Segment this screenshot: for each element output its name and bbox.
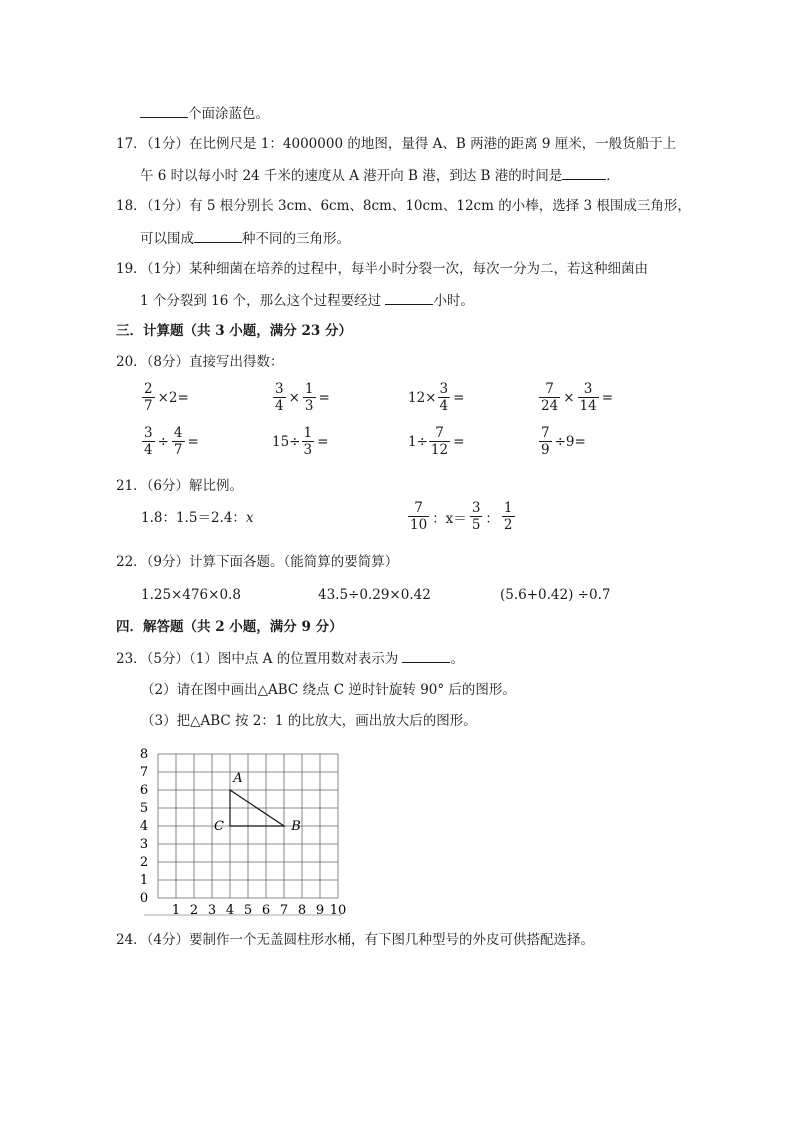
y-tick-label: 6: [139, 783, 149, 798]
x-tick-label: 10: [329, 903, 347, 918]
fraction: $\frac{3}{4}$: [144, 425, 153, 458]
q17-line-2: 午 6 时以每小时 24 千米的速度从 A 港开向 B 港，到达 B 港的时间是 ．: [140, 165, 620, 186]
x-tick-label: 5: [243, 903, 253, 918]
fraction: $\frac{7}{9}$: [541, 425, 550, 458]
q20-title: 20．（8分）直接写出得数：: [116, 354, 284, 370]
vertex-label-b: B: [291, 819, 301, 834]
vertex-label-c: C: [214, 819, 224, 834]
x-tick-label: 4: [225, 903, 235, 918]
answer-blank[interactable]: [562, 165, 606, 180]
y-tick-label: 7: [139, 765, 149, 780]
coordinate-grid: [130, 738, 350, 918]
q19-line-2: 1 个分裂到 16 个，那么这个过程要经过 小时。: [140, 290, 474, 311]
y-tick-label: 8: [139, 747, 149, 762]
q18-line-1: 18．（1分）有 5 根分别长 3cm、6cm、8cm、10cm、12cm 的小棒，选择 3 根围成三角形，: [116, 198, 691, 214]
x-tick-label: 8: [297, 903, 307, 918]
answer-blank[interactable]: [385, 290, 433, 305]
fraction: $\frac{3}{5}$: [471, 500, 481, 533]
q20-item-5: $\frac{3}{4}$ ÷ $\frac{4}{7}$ =: [144, 425, 199, 458]
x-tick-label: 7: [279, 903, 289, 918]
q16-line: 个面涂蓝色。: [140, 103, 269, 124]
x-tick-label: 3: [207, 903, 217, 918]
q21-title: 21．（6分）解比例。: [116, 478, 244, 494]
fraction: $\frac{7}{10}$: [410, 500, 428, 533]
answer-blank[interactable]: [140, 103, 188, 118]
fraction: $\frac{3}{14}$: [579, 381, 597, 414]
fraction: $\frac{3}{4}$: [275, 381, 284, 414]
section-heading-3: 三．计算题（共 3 小题，满分 23 分）: [116, 323, 352, 339]
q24-line: 24．（4分）要制作一个无盖圆柱形水桶，有下图几种型号的外皮可供搭配选择。: [116, 932, 595, 948]
y-tick-label: 5: [139, 801, 149, 816]
question-number: 17．: [116, 136, 147, 152]
fraction: $\frac{3}{4}$: [439, 381, 449, 414]
fraction: $\frac{7}{12}$: [430, 425, 449, 458]
q22-item-2: 43.5÷0.29×0.42: [318, 587, 431, 603]
q19-line-1: 19．（1分）某种细菌在培养的过程中，每半小时分裂一次，每次一分为二，若这种细菌由: [116, 261, 649, 277]
question-number: 19．: [116, 261, 147, 277]
y-tick-label: 2: [139, 855, 149, 870]
fraction: $\frac{7}{24}$: [541, 381, 559, 414]
x-tick-label: 9: [315, 903, 325, 918]
q20-item-3: 12× $\frac{3}{4}$ =: [408, 381, 465, 414]
fraction: $\frac{1}{2}$: [503, 500, 513, 533]
answer-blank[interactable]: [402, 648, 450, 663]
y-tick-label: 0: [139, 891, 149, 906]
q22-item-1: 1.25×476×0.8: [141, 587, 241, 603]
y-tick-label: 3: [139, 837, 149, 852]
x-tick-label: 2: [189, 903, 199, 918]
vertex-label-a: A: [233, 771, 243, 786]
fraction: $\frac{4}{7}$: [173, 425, 183, 458]
q20-item-2: $\frac{3}{4}$ × $\frac{1}{3}$ =: [275, 381, 330, 414]
q20-item-6: 15÷ $\frac{1}{3}$ =: [272, 425, 329, 458]
q21-left-equation: 1.8：1.5＝2.4：x: [141, 510, 254, 526]
q18-line-2: 可以围成 种不同的三角形。: [140, 228, 350, 249]
y-tick-label: 4: [139, 819, 149, 834]
question-number: 18．: [116, 198, 147, 214]
fraction: $\frac{2}{7}$: [144, 381, 153, 414]
section-heading-4: 四．解答题（共 2 小题，满分 9 分）: [116, 619, 343, 635]
q20-item-4: $\frac{7}{24}$ × $\frac{3}{14}$ =: [541, 381, 613, 414]
q20-item-7: 1÷ $\frac{7}{12}$ =: [408, 425, 465, 458]
fraction: $\frac{1}{3}$: [303, 425, 313, 458]
q22-title: 22．（9分）计算下面各题。（能简算的要简算）: [116, 554, 399, 570]
q20-item-8: $\frac{7}{9}$ ÷9=: [541, 425, 586, 458]
q23-line-1: 23．（5分）（1）图中点 A 的位置用数对表示为 。: [116, 648, 464, 669]
q21-right-equation: $\frac{7}{10}$ ：x＝ $\frac{3}{5}$ ： $\frac{1}{2}$: [410, 500, 513, 533]
q23-line-2: （2）请在图中画出△ABC 绕点 C 逆时针旋转 90° 后的图形。: [141, 682, 516, 698]
answer-blank[interactable]: [194, 228, 242, 243]
q22-item-3: (5.6+0.42) ÷0.7: [500, 587, 611, 603]
x-tick-label: 6: [261, 903, 271, 918]
y-tick-label: 1: [139, 873, 149, 888]
q20-item-1: $\frac{2}{7}$ ×2=: [144, 381, 189, 414]
fraction: $\frac{1}{3}$: [304, 381, 314, 414]
x-tick-label: 1: [171, 903, 181, 918]
q23-line-3: （3）把△ABC 按 2：1 的比放大，画出放大后的图形。: [141, 713, 477, 729]
q17-line-1: 17．（1分）在比例尺是 1：4000000 的地图，量得 A、B 两港的距离 9 厘米，一般货船于上: [116, 136, 677, 152]
